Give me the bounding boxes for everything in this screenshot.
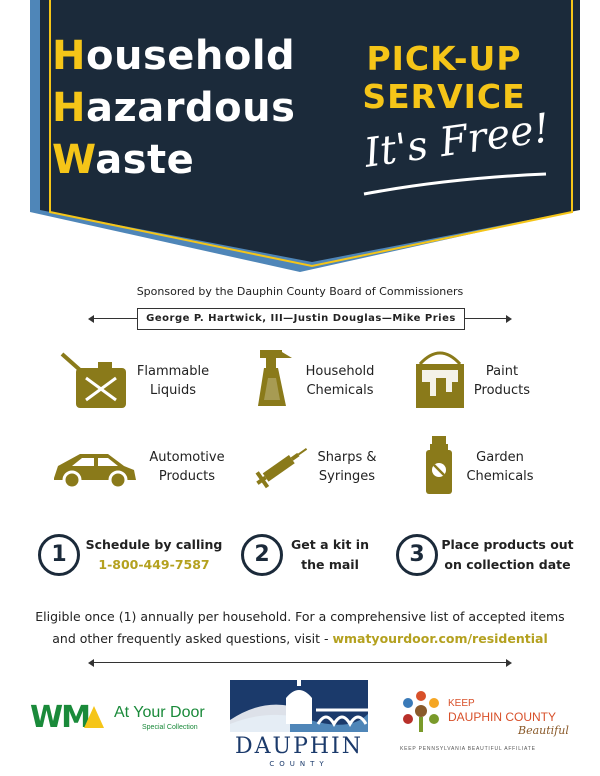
beautiful-text: Beautiful xyxy=(518,724,569,737)
dauphin-capitol-emblem xyxy=(230,680,368,732)
step-2-text: Get a kit in the mail xyxy=(291,537,369,572)
step-1-text: Schedule by calling 1-800-449-7587 xyxy=(84,535,224,575)
item-label-household: Household Chemicals xyxy=(305,364,375,398)
keep-text: KEEP xyxy=(448,698,475,709)
keep-dauphin-beautiful-logo xyxy=(400,690,580,756)
commissioners-names: George P. Hartwick, III—Justin Douglas—Mike Pries xyxy=(137,308,465,330)
free-tagline: It's Free! xyxy=(361,105,553,177)
dauphin-county-text: DAUPHIN COUNTY xyxy=(448,710,557,724)
step-number-3: 3 xyxy=(396,534,438,576)
phone-number: 1-800-449-7587 xyxy=(98,557,210,572)
step-3-text: Place products out on collection date xyxy=(441,537,574,572)
item-label-flammable: Flammable Liquids xyxy=(136,364,210,398)
item-label-paint: Paint Products xyxy=(473,364,531,398)
item-label-garden: Garden Chemicals xyxy=(466,450,534,484)
page-title: Household Hazardous Waste xyxy=(52,33,296,183)
wm-at-your-door-text: At Your Door xyxy=(114,704,205,721)
step-number-1: 1 xyxy=(38,534,80,576)
wm-logo-accent xyxy=(84,706,104,728)
dauphin-county-logo xyxy=(230,680,368,770)
wm-logo-mark: WM xyxy=(30,700,89,735)
affiliate-text: KEEP PENNSYLVANIA BEAUTIFUL AFFILIATE xyxy=(400,746,536,752)
eligibility-text: Eligible once (1) annually per household. For a comprehensive list of accepted items and other frequently asked questions, visit - wmatyourdoor.com/residential xyxy=(35,609,565,646)
car-icon xyxy=(50,448,138,490)
free-underline xyxy=(360,172,550,198)
step-number-2: 2 xyxy=(241,534,283,576)
divider-arrow-right xyxy=(506,315,512,323)
county-text: COUNTY xyxy=(269,760,329,768)
wm-logo xyxy=(30,702,220,736)
divider xyxy=(92,662,508,663)
divider-arrow-left xyxy=(88,659,94,667)
item-label-automotive: Automotive Products xyxy=(149,450,225,484)
item-label-sharps: Sharps & Syringes xyxy=(317,450,377,484)
pickup-service-heading: PICK-UP SERVICE xyxy=(362,39,526,116)
divider-arrow-left xyxy=(88,315,94,323)
sponsor-text: Sponsored by the Dauphin County Board of Commissioners xyxy=(136,285,464,298)
dauphin-text: DAUPHIN xyxy=(235,734,363,759)
website-link[interactable]: wmatyourdoor.com/residential xyxy=(332,631,548,646)
divider-arrow-right xyxy=(506,659,512,667)
wm-special-collection-text: Special Collection xyxy=(142,724,198,731)
flower-icon xyxy=(400,690,442,732)
